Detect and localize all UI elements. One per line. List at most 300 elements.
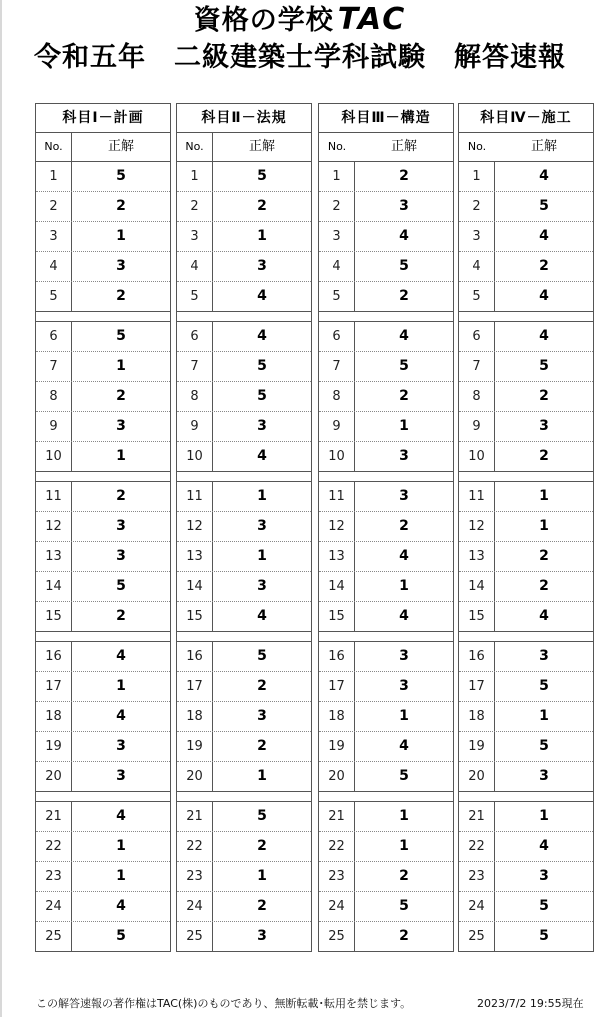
- table-row: [177, 642, 311, 672]
- answer-value: 3: [539, 418, 549, 434]
- question-number: 10: [36, 442, 72, 471]
- question-number: 6: [177, 322, 213, 351]
- answer-value: 1: [257, 548, 267, 564]
- table-row: [36, 412, 170, 442]
- answer-table-subject-2: [176, 103, 312, 952]
- answer-value: 3: [257, 258, 267, 274]
- question-number: 3: [459, 222, 495, 251]
- question-group: [459, 642, 593, 792]
- table-row: [319, 672, 453, 702]
- answer-column-header: 正解: [107, 139, 134, 154]
- question-number: 10: [319, 442, 355, 471]
- answer-value: 3: [399, 198, 409, 214]
- group-separator: [319, 632, 453, 642]
- question-number: 8: [36, 382, 72, 411]
- answer-value: 2: [399, 288, 409, 304]
- group-separator: [459, 632, 593, 642]
- answer-value: 4: [257, 288, 267, 304]
- table-row: [319, 892, 453, 922]
- question-number: 4: [319, 252, 355, 281]
- question-number: 2: [459, 192, 495, 221]
- table-row: [459, 512, 593, 542]
- question-number: 2: [177, 192, 213, 221]
- question-number: 25: [319, 922, 355, 951]
- question-number: 12: [177, 512, 213, 541]
- table-row: [36, 442, 170, 471]
- table-row: [319, 192, 453, 222]
- question-number: 12: [459, 512, 495, 541]
- answer-value: 5: [116, 328, 126, 344]
- question-number: 24: [177, 892, 213, 921]
- answer-value: 3: [116, 548, 126, 564]
- question-number: 5: [177, 282, 213, 311]
- answer-table-subject-4: [458, 103, 594, 952]
- answer-value: 4: [539, 608, 549, 624]
- table-row: [36, 282, 170, 311]
- table-row: [319, 322, 453, 352]
- answer-column-header: 正解: [530, 139, 557, 154]
- table-row: [36, 322, 170, 352]
- answer-column-header: 正解: [390, 139, 417, 154]
- question-number: 6: [36, 322, 72, 351]
- answer-value: 3: [116, 518, 126, 534]
- answer-value: 3: [257, 928, 267, 944]
- answer-value: 5: [257, 648, 267, 664]
- question-number: 2: [319, 192, 355, 221]
- question-number: 25: [459, 922, 495, 951]
- group-separator: [319, 472, 453, 482]
- answer-value: 5: [539, 898, 549, 914]
- table-row: [459, 642, 593, 672]
- question-number: 9: [459, 412, 495, 441]
- table-row: [459, 442, 593, 471]
- question-group: [319, 162, 453, 312]
- answer-value: 3: [399, 648, 409, 664]
- answer-value: 4: [399, 548, 409, 564]
- question-number: 13: [319, 542, 355, 571]
- table-row: [319, 732, 453, 762]
- answer-value: 1: [257, 228, 267, 244]
- question-number: 8: [319, 382, 355, 411]
- question-number: 11: [459, 482, 495, 511]
- question-number: 17: [177, 672, 213, 701]
- answer-value: 3: [539, 648, 549, 664]
- table-row: [459, 412, 593, 442]
- question-number: 11: [177, 482, 213, 511]
- group-separator: [459, 312, 593, 322]
- answer-value: 1: [257, 768, 267, 784]
- question-group: [319, 322, 453, 472]
- group-separator: [177, 632, 311, 642]
- table-row: [319, 442, 453, 471]
- table-row: [319, 222, 453, 252]
- answer-value: 5: [116, 578, 126, 594]
- question-number: 19: [177, 732, 213, 761]
- table-row: [459, 862, 593, 892]
- table-row: [459, 572, 593, 602]
- question-group: [319, 802, 453, 951]
- question-number: 5: [459, 282, 495, 311]
- answer-value: 4: [399, 608, 409, 624]
- answer-value: 4: [116, 898, 126, 914]
- question-number: 14: [459, 572, 495, 601]
- table-row: [319, 382, 453, 412]
- answer-value: 4: [539, 328, 549, 344]
- question-group: [36, 802, 170, 951]
- table-row: [177, 832, 311, 862]
- table-row: [459, 732, 593, 762]
- answer-value: 3: [257, 418, 267, 434]
- answer-value: 1: [116, 228, 126, 244]
- group-separator: [36, 472, 170, 482]
- answer-value: 1: [539, 708, 549, 724]
- table-row: [36, 802, 170, 832]
- answer-value: 4: [257, 608, 267, 624]
- question-number: 4: [459, 252, 495, 281]
- table-row: [459, 352, 593, 382]
- table-row: [319, 412, 453, 442]
- question-number: 3: [319, 222, 355, 251]
- answer-value: 5: [539, 678, 549, 694]
- question-number: 21: [36, 802, 72, 831]
- answer-value: 2: [399, 388, 409, 404]
- answer-value: 2: [539, 578, 549, 594]
- question-number: 15: [177, 602, 213, 631]
- answer-value: 2: [539, 548, 549, 564]
- answer-value: 4: [399, 228, 409, 244]
- answer-value: 2: [116, 388, 126, 404]
- subject-title: 科目Ⅰ－計画: [36, 104, 170, 133]
- table-row: [177, 542, 311, 572]
- question-number: 11: [319, 482, 355, 511]
- question-number: 21: [459, 802, 495, 831]
- question-number: 1: [177, 162, 213, 191]
- answer-value: 4: [116, 808, 126, 824]
- table-row: [177, 702, 311, 732]
- answer-value: 3: [539, 768, 549, 784]
- question-number: 6: [319, 322, 355, 351]
- question-number: 25: [177, 922, 213, 951]
- answer-value: 1: [116, 358, 126, 374]
- table-row: [177, 892, 311, 922]
- table-row: [459, 382, 593, 412]
- table-row: [177, 862, 311, 892]
- table-row: [36, 542, 170, 572]
- question-number: 25: [36, 922, 72, 951]
- answer-value: 5: [539, 358, 549, 374]
- answer-value: 4: [399, 328, 409, 344]
- table-row: [319, 542, 453, 572]
- question-number: 14: [177, 572, 213, 601]
- table-row: [319, 832, 453, 862]
- answer-value: 2: [399, 868, 409, 884]
- group-separator: [36, 632, 170, 642]
- table-row: [36, 862, 170, 892]
- answer-value: 3: [257, 518, 267, 534]
- table-row: [36, 482, 170, 512]
- answer-value: 2: [539, 388, 549, 404]
- question-group: [177, 162, 311, 312]
- answer-value: 5: [399, 768, 409, 784]
- question-number: 3: [177, 222, 213, 251]
- answer-value: 5: [399, 358, 409, 374]
- question-number: 1: [319, 162, 355, 191]
- table-row: [319, 862, 453, 892]
- table-row: [177, 922, 311, 951]
- school-title: [0, 4, 600, 37]
- table-row: [177, 162, 311, 192]
- question-number: 17: [459, 672, 495, 701]
- answer-value: 5: [539, 198, 549, 214]
- question-number: 24: [36, 892, 72, 921]
- answer-value: 1: [399, 418, 409, 434]
- question-number: 22: [319, 832, 355, 861]
- answer-value: 4: [399, 738, 409, 754]
- question-number: 20: [319, 762, 355, 791]
- group-separator: [36, 792, 170, 802]
- table-row: [459, 282, 593, 311]
- answer-value: 5: [257, 388, 267, 404]
- question-group: [36, 162, 170, 312]
- question-number: 10: [459, 442, 495, 471]
- question-group: [36, 322, 170, 472]
- answer-value: 1: [257, 488, 267, 504]
- question-number: 7: [177, 352, 213, 381]
- group-separator: [459, 472, 593, 482]
- table-row: [319, 162, 453, 192]
- answer-value: 1: [116, 448, 126, 464]
- subject-title: 科目Ⅳ－施工: [459, 104, 593, 133]
- answer-value: 2: [539, 258, 549, 274]
- page-edge: [0, 0, 2, 1017]
- question-number: 4: [177, 252, 213, 281]
- page-title: 令和五年 二級建築士学科試験 解答速報: [34, 42, 566, 73]
- table-row: [319, 642, 453, 672]
- question-number: 12: [36, 512, 72, 541]
- question-number: 18: [319, 702, 355, 731]
- table-row: [177, 482, 311, 512]
- question-number: 5: [319, 282, 355, 311]
- question-number: 18: [36, 702, 72, 731]
- question-group: [459, 322, 593, 472]
- answer-value: 5: [399, 258, 409, 274]
- question-number: 9: [36, 412, 72, 441]
- table-row: [36, 672, 170, 702]
- table-row: [36, 512, 170, 542]
- table-row: [319, 352, 453, 382]
- table-row: [177, 512, 311, 542]
- question-number: 19: [459, 732, 495, 761]
- table-row: [459, 802, 593, 832]
- answer-value: 3: [399, 448, 409, 464]
- question-number: 14: [36, 572, 72, 601]
- table-row: [177, 762, 311, 791]
- table-row: [177, 252, 311, 282]
- copyright-notice: この解答速報の著作権はTAC(株)のものであり、無断転載･転用を禁じます。: [36, 997, 412, 1010]
- question-number: 23: [459, 862, 495, 891]
- answer-value: 2: [116, 608, 126, 624]
- group-separator: [459, 792, 593, 802]
- table-row: [36, 192, 170, 222]
- school-name: 資格の学校: [193, 5, 334, 36]
- answer-value: 4: [539, 288, 549, 304]
- question-number: 13: [459, 542, 495, 571]
- question-number: 16: [319, 642, 355, 671]
- subject-title: 科目Ⅲ－構造: [319, 104, 453, 133]
- question-number: 3: [36, 222, 72, 251]
- answer-column-header: 正解: [248, 139, 275, 154]
- question-number: 23: [36, 862, 72, 891]
- answer-value: 3: [399, 678, 409, 694]
- table-row: [177, 602, 311, 631]
- question-number: 17: [36, 672, 72, 701]
- table-row: [36, 642, 170, 672]
- table-row: [319, 512, 453, 542]
- table-row: [459, 922, 593, 951]
- question-number: 15: [459, 602, 495, 631]
- question-number: 15: [319, 602, 355, 631]
- question-number: 7: [36, 352, 72, 381]
- answer-value: 5: [539, 738, 549, 754]
- answer-value: 1: [257, 868, 267, 884]
- question-group: [319, 642, 453, 792]
- answer-value: 3: [116, 258, 126, 274]
- table-row: [177, 322, 311, 352]
- answer-value: 1: [539, 488, 549, 504]
- question-group: [177, 802, 311, 951]
- brand-logo-text: TAC: [337, 2, 407, 37]
- no-column-header: No.: [36, 133, 72, 161]
- table-row: [459, 832, 593, 862]
- column-header: [319, 133, 453, 162]
- question-number: 19: [319, 732, 355, 761]
- question-group: [36, 482, 170, 632]
- answer-value: 1: [399, 808, 409, 824]
- column-header: [459, 133, 593, 162]
- answer-value: 3: [399, 488, 409, 504]
- question-group: [177, 642, 311, 792]
- answer-value: 4: [539, 168, 549, 184]
- answer-value: 4: [257, 328, 267, 344]
- question-group: [36, 642, 170, 792]
- table-row: [177, 192, 311, 222]
- table-row: [459, 482, 593, 512]
- group-separator: [177, 472, 311, 482]
- question-number: 5: [36, 282, 72, 311]
- table-row: [459, 322, 593, 352]
- table-row: [177, 672, 311, 702]
- question-number: 23: [177, 862, 213, 891]
- question-number: 4: [36, 252, 72, 281]
- table-row: [36, 832, 170, 862]
- answer-value: 2: [116, 488, 126, 504]
- answer-value: 3: [257, 578, 267, 594]
- question-number: 20: [36, 762, 72, 791]
- answer-value: 5: [539, 928, 549, 944]
- answer-value: 3: [116, 768, 126, 784]
- answer-value: 4: [539, 838, 549, 854]
- table-row: [459, 222, 593, 252]
- question-number: 14: [319, 572, 355, 601]
- question-group: [459, 482, 593, 632]
- answer-value: 5: [257, 358, 267, 374]
- question-number: 22: [177, 832, 213, 861]
- no-column-header: No.: [327, 140, 347, 153]
- answer-value: 1: [399, 578, 409, 594]
- question-number: 9: [177, 412, 213, 441]
- table-row: [459, 702, 593, 732]
- answer-value: 4: [539, 228, 549, 244]
- table-row: [36, 922, 170, 951]
- question-number: 7: [319, 352, 355, 381]
- question-number: 8: [177, 382, 213, 411]
- answer-value: 4: [116, 648, 126, 664]
- table-row: [319, 482, 453, 512]
- answer-value: 5: [257, 808, 267, 824]
- table-row: [459, 892, 593, 922]
- question-number: 21: [319, 802, 355, 831]
- table-row: [319, 572, 453, 602]
- answer-value: 2: [257, 898, 267, 914]
- table-row: [177, 442, 311, 471]
- table-row: [319, 702, 453, 732]
- table-row: [177, 382, 311, 412]
- table-row: [319, 762, 453, 791]
- question-number: 12: [319, 512, 355, 541]
- question-number: 22: [36, 832, 72, 861]
- column-header: [177, 133, 311, 162]
- question-number: 1: [36, 162, 72, 191]
- answer-value: 2: [399, 168, 409, 184]
- table-row: [177, 802, 311, 832]
- question-number: 13: [177, 542, 213, 571]
- question-number: 19: [36, 732, 72, 761]
- answer-value: 1: [116, 868, 126, 884]
- question-number: 23: [319, 862, 355, 891]
- no-column-header: No.: [177, 133, 213, 161]
- group-separator: [177, 792, 311, 802]
- table-row: [36, 352, 170, 382]
- answer-value: 2: [257, 678, 267, 694]
- answer-value: 1: [116, 678, 126, 694]
- column-header: [36, 133, 170, 162]
- table-row: [36, 162, 170, 192]
- answer-value: 1: [539, 808, 549, 824]
- question-number: 11: [36, 482, 72, 511]
- table-row: [459, 162, 593, 192]
- no-column-header: No.: [467, 140, 487, 153]
- answer-value: 5: [116, 928, 126, 944]
- group-separator: [177, 312, 311, 322]
- question-number: 18: [177, 702, 213, 731]
- table-row: [319, 602, 453, 631]
- table-row: [177, 352, 311, 382]
- answer-value: 3: [257, 708, 267, 724]
- question-number: 6: [459, 322, 495, 351]
- table-row: [36, 892, 170, 922]
- question-number: 24: [319, 892, 355, 921]
- question-number: 10: [177, 442, 213, 471]
- answer-table-subject-3: [318, 103, 454, 952]
- table-row: [459, 252, 593, 282]
- question-group: [459, 802, 593, 951]
- table-row: [459, 542, 593, 572]
- answer-value: 2: [116, 288, 126, 304]
- question-number: 18: [459, 702, 495, 731]
- table-row: [319, 252, 453, 282]
- question-number: 1: [459, 162, 495, 191]
- question-number: 15: [36, 602, 72, 631]
